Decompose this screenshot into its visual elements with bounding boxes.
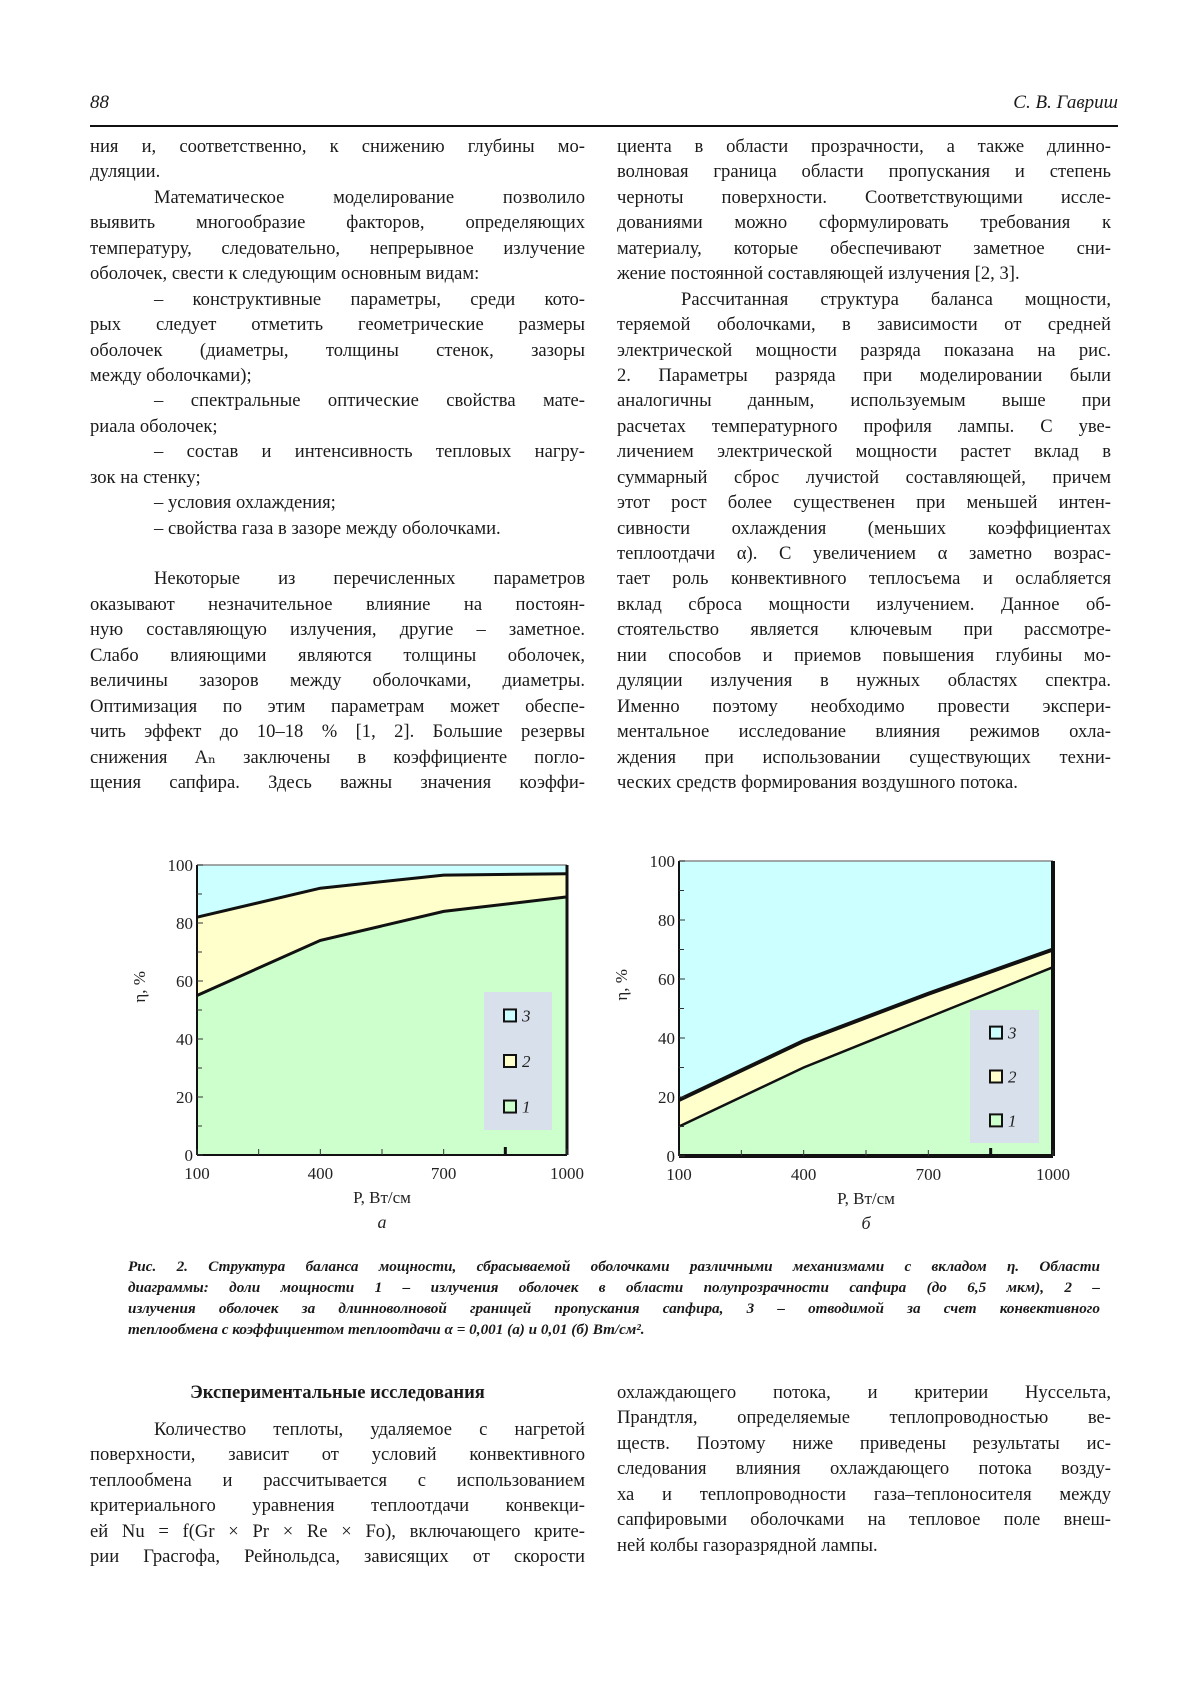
text-line: дуляции.	[90, 161, 161, 183]
legend-label: 1	[522, 1097, 531, 1117]
text-line: Оптимизация по этим параметрам может обеспе-	[90, 695, 585, 717]
text-line: – условия охлаждения;	[154, 492, 336, 514]
text-line: Количество теплоты, удаляемое с нагретой	[154, 1419, 585, 1440]
text-line: расчетах температурного профиля лампы. С уве-	[617, 415, 1111, 437]
text-line: жение постоянной составляющей излучения [2, 3].	[617, 263, 1020, 285]
text-line: охлаждающего потока, и критерии Нуссельта,	[617, 1382, 1111, 1403]
text-line: нии способов и приемов повышения глубины мо-	[617, 644, 1111, 666]
text-line: дованиями можно сформулировать требования к	[617, 212, 1111, 234]
text-line: черноты поверхности. Соответствующими иссле-	[617, 186, 1111, 208]
y-tick-label: 20	[176, 1088, 193, 1107]
y-tick-label: 60	[176, 972, 193, 991]
section-left-column	[90, 1417, 585, 1570]
x-tick-label: 100	[666, 1165, 692, 1184]
text-line: снижения Aₙ заключены в коэффициенте погло-	[90, 746, 585, 768]
text-line: сапфировыми оболочками на тепловое поле внеш-	[617, 1509, 1111, 1531]
text-line: Именно поэтому необходимо провести экспери-	[617, 695, 1111, 717]
text-line: оболочек, свести к следующим основным видам:	[90, 263, 480, 285]
y-tick-label: 60	[658, 970, 675, 989]
text-line: между оболочками);	[90, 364, 252, 386]
text-line: ней колбы газоразрядной лампы.	[617, 1534, 878, 1556]
section-right-column	[617, 1380, 1111, 1558]
text-line: – спектральные оптические свойства мате-	[154, 390, 585, 412]
text-line: тает роль конвективного теплосъема и ослабляется	[617, 568, 1111, 590]
text-line: теплообмена и рассчитывается с использованием	[90, 1469, 585, 1491]
text-line: личением электрической мощности растет вклад в	[617, 441, 1111, 463]
caption-line: диаграммы: доли мощности 1 – излучения оболочек в области полупрозрачности сапфира (до 6,5 мкм), 2 –	[128, 1279, 1100, 1296]
text-line: ния и, соответственно, к снижению глубины мо-	[90, 136, 585, 157]
y-axis-label: η, %	[130, 971, 149, 1003]
y-tick-label: 80	[658, 911, 675, 930]
text-line: щения сапфира. Здесь важны значения коэффи-	[90, 771, 585, 793]
text-line: стоятельство является ключевым при рассмотре-	[617, 619, 1111, 641]
text-line: рии Грасгофа, Рейнольдса, зависящих от скорости	[90, 1546, 585, 1568]
legend-swatch-1	[990, 1114, 1002, 1126]
x-tick-label: 700	[915, 1165, 942, 1184]
text-line: ха и теплопроводности газа–теплоносителя между	[617, 1483, 1111, 1505]
text-line: ную составляющую излучения, другие – заметное.	[90, 619, 585, 641]
text-line: Математическое моделирование позволило	[154, 186, 585, 208]
legend-label: 2	[522, 1052, 531, 1071]
x-axis-label: P, Вт/см	[837, 1189, 895, 1208]
y-axis-label: η, %	[612, 969, 631, 1001]
text-line: температуру, следовательно, непрерывное излучение	[90, 237, 585, 259]
section-heading: Экспериментальные исследования	[190, 1382, 485, 1403]
caption-line: излучения оболочек за длинноволновой границей пропускания сапфира, 3 – отводимой за счет конвективного	[128, 1300, 1100, 1317]
text-line: сивности охлаждения (меньших коэффициентах	[617, 517, 1111, 539]
x-tick-label: 100	[184, 1164, 210, 1183]
text-line: Рассчитанная структура баланса мощности,	[681, 288, 1111, 310]
legend-label: 2	[1008, 1067, 1017, 1087]
text-line: ческих средств формирования воздушного потока.	[617, 771, 1018, 793]
y-tick-label: 40	[176, 1030, 193, 1049]
panel-label: а	[377, 1212, 387, 1232]
panel-label: б	[861, 1213, 871, 1233]
y-tick-label: 100	[649, 852, 675, 871]
text-line: зок на стенку;	[90, 466, 201, 488]
text-line: поверхности, зависит от условий конвективного	[90, 1444, 585, 1466]
text-line: следования влияния охлаждающего потока возду-	[617, 1458, 1111, 1480]
x-tick-label: 1000	[550, 1164, 584, 1183]
x-tick-label: 700	[430, 1164, 457, 1183]
text-line: – состав и интенсивность тепловых нагру-	[154, 441, 585, 463]
x-tick-label: 1000	[1036, 1165, 1070, 1184]
text-line: ждения при использовании существующих техни-	[617, 746, 1111, 768]
text-line: величины зазоров между оболочками, диаметры.	[90, 670, 585, 692]
text-line: выявить многообразие факторов, определяющих	[90, 212, 585, 234]
text-line: теплоотдачи α). С увеличением α заметно возрас-	[617, 543, 1111, 564]
text-line: рых следует отметить геометрические размеры	[90, 314, 585, 336]
text-line: электрической мощности разряда показана на рис.	[617, 339, 1111, 361]
text-line: Некоторые из перечисленных параметров	[154, 568, 585, 590]
text-line: этот рост более существенен при меньшей интен-	[617, 492, 1111, 514]
legend-label: 3	[522, 1006, 531, 1026]
y-tick-label: 20	[658, 1088, 675, 1107]
legend	[970, 1010, 1039, 1143]
text-line: вклад сброса мощности излучением. Данное об-	[617, 593, 1111, 615]
text-line: 2. Параметры разряда при моделировании были	[617, 364, 1111, 386]
text-line: ей Nu = f(Gr × Pr × Re × Fo), включающего крите-	[90, 1520, 585, 1542]
y-tick-label: 100	[167, 856, 193, 875]
x-axis-label: P, Вт/см	[353, 1188, 411, 1207]
page-number: 88	[90, 92, 109, 113]
legend-label: 1	[1008, 1111, 1017, 1131]
text-line: критериального уравнения теплоотдачи конвекци-	[90, 1495, 585, 1517]
y-tick-label: 40	[658, 1029, 675, 1048]
legend-swatch-3	[990, 1027, 1002, 1039]
y-tick-label: 80	[176, 914, 193, 933]
figure-caption	[128, 1256, 1100, 1340]
running-header-author: С. В. Гавриш	[1013, 92, 1118, 113]
text-line: аналогичны данным, используемым выше при	[617, 390, 1111, 412]
text-line: Слабо влияющими являются толщины оболочек,	[90, 644, 585, 666]
text-line: риала оболочек;	[90, 415, 218, 437]
text-line: волновая граница области пропускания и степень	[617, 161, 1111, 183]
text-line: дуляции излучения в нужных областях спектра.	[617, 670, 1111, 692]
text-line: оболочек (диаметры, толщины стенок, зазоры	[90, 339, 585, 361]
legend-swatch-2	[990, 1071, 1002, 1083]
text-line: циента в области прозрачности, а также длинно-	[617, 136, 1111, 157]
x-tick-label: 400	[307, 1164, 334, 1183]
y-tick-label: 0	[666, 1147, 675, 1166]
caption-line: Рис. 2. Структура баланса мощности, сбрасываемой оболочками различными механизмами с вкладом η. Области	[128, 1258, 1100, 1275]
text-line: материалу, которые обеспечивают заметное сни-	[617, 237, 1111, 259]
y-tick-label: 0	[184, 1146, 193, 1165]
x-tick-label: 400	[790, 1165, 817, 1184]
text-line: Прандтля, определяемые теплопроводностью ве-	[617, 1407, 1111, 1429]
text-line: – свойства газа в зазоре между оболочками.	[154, 517, 501, 539]
text-line: теряемой оболочками, в зависимости от средней	[617, 314, 1111, 336]
text-line: – конструктивные параметры, среди кото-	[154, 288, 585, 310]
caption-line: теплообмена с коэффициентом теплоотдачи α = 0,001 (а) и 0,01 (б) Вт/см².	[128, 1321, 645, 1338]
text-line: оказывают незначительное влияние на постоян-	[90, 593, 585, 615]
legend-label: 3	[1008, 1023, 1017, 1043]
text-line: чить эффект до 10–18 % [1, 2]. Большие резервы	[90, 721, 585, 743]
text-line: ществ. Поэтому ниже приведены результаты ис-	[617, 1432, 1111, 1454]
text-line: ментальное исследование влияния режимов охла-	[617, 721, 1111, 743]
text-line: суммарный сброс лучистой составляющей, причем	[617, 466, 1111, 488]
